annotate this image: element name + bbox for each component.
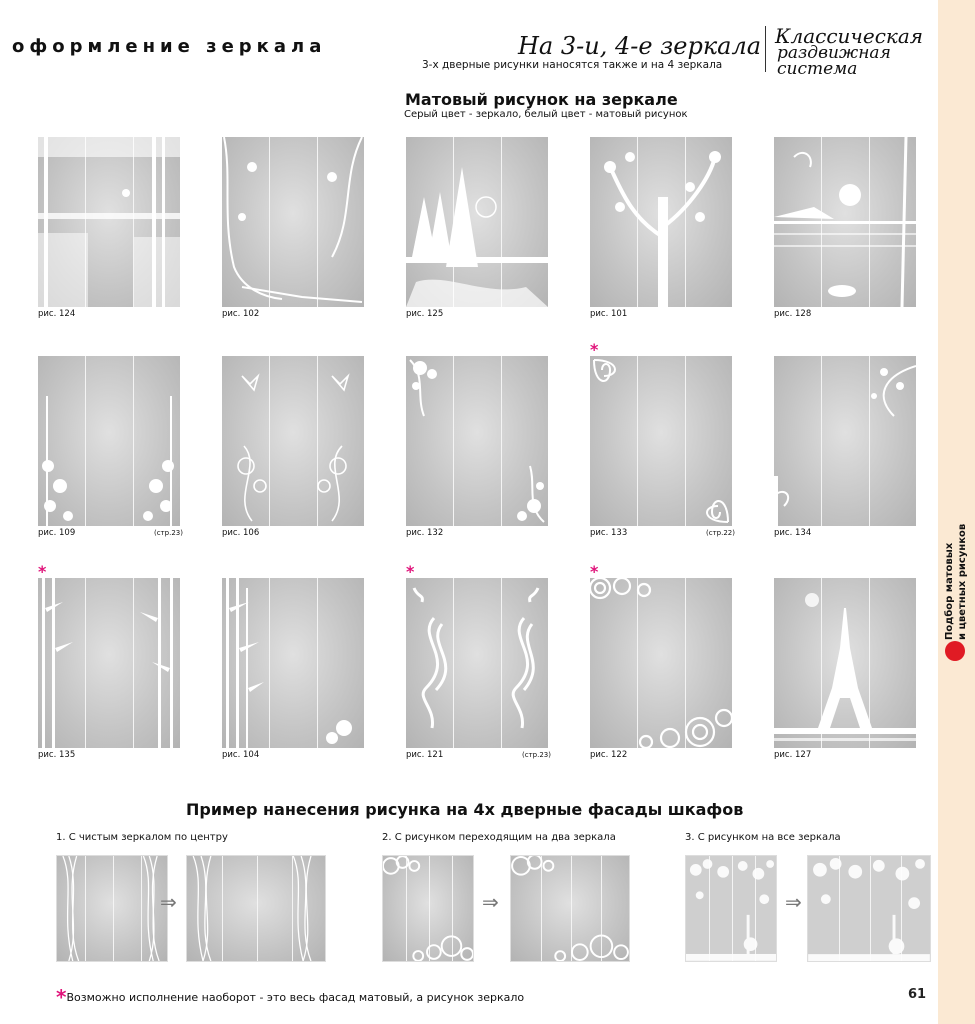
example-3-after[interactable] bbox=[807, 855, 931, 962]
section-subtitle: Серый цвет - зеркало, белый цвет - матовый рисунок bbox=[404, 109, 688, 120]
design-caption: рис. 134 bbox=[774, 528, 812, 538]
design-caption: рис. 101 bbox=[590, 309, 628, 319]
design-caption: рис. 125 bbox=[406, 309, 444, 319]
design-caption: рис. 106 bbox=[222, 528, 260, 538]
design-caption: рис. 121 bbox=[406, 750, 444, 760]
header-divider bbox=[765, 26, 766, 72]
example-2-after[interactable] bbox=[510, 855, 630, 962]
sidebar bbox=[938, 0, 975, 1024]
header-subtitle: 3-х дверные рисунки наносятся также и на 4 зеркала bbox=[422, 59, 723, 71]
star-mark-icon: * bbox=[590, 562, 599, 581]
design-panel[interactable] bbox=[590, 578, 732, 748]
design-caption: рис. 127 bbox=[774, 750, 812, 760]
design-panel[interactable] bbox=[222, 578, 364, 748]
page-title: оформление зеркала bbox=[12, 36, 327, 57]
design-panel[interactable] bbox=[406, 578, 548, 748]
example-3-before[interactable] bbox=[685, 855, 777, 962]
system-line-2: раздвижная bbox=[777, 43, 891, 63]
design-caption: рис. 104 bbox=[222, 750, 260, 760]
section-title: Матовый рисунок на зеркале bbox=[405, 90, 678, 109]
design-panel[interactable] bbox=[406, 137, 548, 307]
footnote-star: * bbox=[56, 985, 67, 1009]
footnote bbox=[56, 985, 524, 1009]
design-panel[interactable] bbox=[590, 356, 732, 526]
design-panel[interactable] bbox=[222, 356, 364, 526]
example-1-before[interactable] bbox=[56, 855, 168, 962]
system-line-1: Классическая bbox=[775, 24, 924, 48]
page-reference: (стр.23) bbox=[522, 751, 551, 759]
sidebar-label bbox=[943, 520, 971, 640]
design-panel[interactable] bbox=[774, 137, 916, 307]
example-label-1: 1. С чистым зеркалом по центру bbox=[56, 832, 228, 843]
design-caption: рис. 128 bbox=[774, 309, 812, 319]
star-mark-icon: * bbox=[590, 340, 599, 359]
design-panel[interactable] bbox=[774, 356, 916, 526]
arrow-right-icon: ⇒ bbox=[785, 890, 802, 914]
red-dot-icon bbox=[945, 641, 965, 661]
example-label-2: 2. С рисунком переходящим на два зеркала bbox=[382, 832, 616, 843]
design-caption: рис. 133 bbox=[590, 528, 628, 538]
page-reference: (стр.22) bbox=[706, 529, 735, 537]
sidebar-line-2: и цветных рисунков bbox=[957, 523, 968, 640]
arrow-right-icon: ⇒ bbox=[482, 890, 499, 914]
design-caption: рис. 132 bbox=[406, 528, 444, 538]
star-mark-icon: * bbox=[38, 562, 47, 581]
design-panel[interactable] bbox=[222, 137, 364, 307]
page-reference: (стр.23) bbox=[154, 529, 183, 537]
design-caption: рис. 135 bbox=[38, 750, 76, 760]
footnote-text: Возможно исполнение наоборот - это весь фасад матовый, а рисунок зеркало bbox=[66, 991, 525, 1004]
design-panel[interactable] bbox=[590, 137, 732, 307]
example-1-after[interactable] bbox=[186, 855, 326, 962]
arrow-right-icon: ⇒ bbox=[160, 890, 177, 914]
page-number: 61 bbox=[908, 987, 927, 1002]
examples-title: Пример нанесения рисунка на 4х дверные фасады шкафов bbox=[186, 800, 744, 819]
design-panel[interactable] bbox=[38, 137, 180, 307]
design-caption: рис. 124 bbox=[38, 309, 76, 319]
design-panel[interactable] bbox=[38, 356, 180, 526]
design-caption: рис. 102 bbox=[222, 309, 260, 319]
sidebar-line-1: Подбор матовых bbox=[944, 542, 955, 640]
example-label-3: 3. С рисунком на все зеркала bbox=[685, 832, 841, 843]
example-2-before[interactable] bbox=[382, 855, 474, 962]
system-line-3: система bbox=[777, 59, 858, 79]
design-caption: рис. 109 bbox=[38, 528, 76, 538]
design-panel[interactable] bbox=[774, 578, 916, 748]
design-panel[interactable] bbox=[38, 578, 180, 748]
header-script-title: На 3-и, 4-е зеркала bbox=[518, 32, 762, 60]
design-panel[interactable] bbox=[406, 356, 548, 526]
star-mark-icon: * bbox=[406, 562, 415, 581]
design-caption: рис. 122 bbox=[590, 750, 628, 760]
